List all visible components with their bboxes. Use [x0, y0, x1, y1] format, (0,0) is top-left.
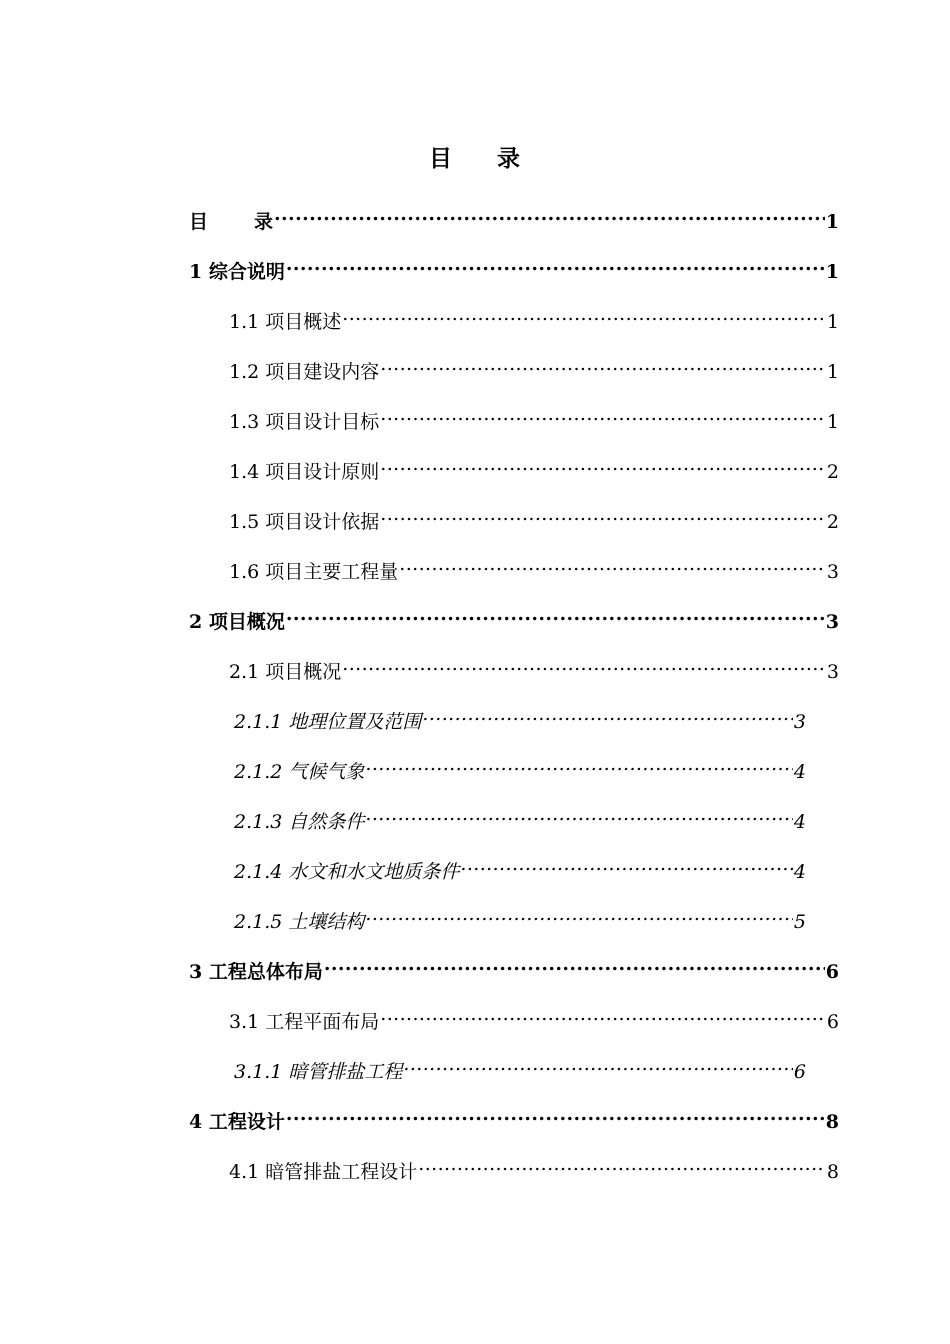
- toc-page-number: 3: [793, 711, 806, 733]
- toc-entry-label: 3.1.1 暗管排盐工程: [234, 1061, 403, 1083]
- toc-entry-1-5[interactable]: [229, 500, 839, 533]
- toc-entry-3-1[interactable]: [229, 1000, 839, 1033]
- toc-entry-4-1[interactable]: [229, 1150, 839, 1183]
- toc-leader-dots: [380, 350, 826, 378]
- toc-leader-dots: [380, 500, 826, 528]
- toc-leader-dots: [380, 450, 826, 478]
- toc-entry-label: 2.1.4 水文和水文地质条件: [234, 861, 460, 883]
- toc-entry-label: 1.3 项目设计目标: [229, 411, 380, 433]
- toc-page-number: 1: [826, 311, 839, 333]
- toc-leader-dots: [286, 600, 825, 628]
- toc-leader-dots: [274, 200, 825, 228]
- toc-entry-1[interactable]: [189, 250, 839, 283]
- toc-leader-dots: [342, 300, 826, 328]
- toc-entry-2-1-1[interactable]: [234, 700, 806, 733]
- toc-page-number: 4: [793, 861, 806, 883]
- toc-page-number: 1: [826, 361, 839, 383]
- toc-leader-dots: [286, 250, 825, 278]
- toc-entry-4[interactable]: [189, 1100, 839, 1133]
- page-title: [0, 140, 950, 173]
- toc-leader-dots: [365, 750, 792, 778]
- toc-page-number: 1: [825, 211, 839, 233]
- toc-entry-2-1-4[interactable]: [234, 850, 806, 883]
- toc-page-number: 1: [826, 411, 839, 433]
- toc-entry-label: 1 综合说明: [189, 261, 285, 283]
- toc-page-number: 2: [826, 461, 839, 483]
- toc-page-number: 3: [826, 661, 839, 683]
- toc-page-number: 6: [826, 1011, 839, 1033]
- toc-entry-label: 3 工程总体布局: [189, 961, 323, 983]
- toc-page-number: 6: [793, 1061, 806, 1083]
- toc-leader-dots: [422, 700, 792, 728]
- toc-entry-2-1-3[interactable]: [234, 800, 806, 833]
- toc-page-number: 6: [825, 961, 839, 983]
- toc-page-number: 5: [793, 911, 806, 933]
- toc-entry-2-1-2[interactable]: [234, 750, 806, 783]
- toc-page-number: 2: [826, 511, 839, 533]
- toc-page-number: 4: [793, 761, 806, 783]
- toc-entry-2-1-5[interactable]: [234, 900, 806, 933]
- toc-entry-label: 2.1.1 地理位置及范围: [234, 711, 422, 733]
- toc-entry-3[interactable]: [189, 950, 839, 983]
- toc-entry-label: 1.1 项目概述: [229, 311, 342, 333]
- toc-entry-1-4[interactable]: [229, 450, 839, 483]
- title-part-1: 目: [429, 145, 453, 172]
- toc-page-number: 3: [825, 611, 839, 633]
- toc-leader-dots: [403, 1050, 792, 1078]
- toc-leader-dots: [380, 1000, 826, 1028]
- toc-entry-label: 2.1.3 自然条件: [234, 811, 365, 833]
- toc-page-number: 8: [825, 1111, 839, 1133]
- toc-leader-dots: [286, 1100, 825, 1128]
- toc-leader-dots: [365, 900, 792, 928]
- toc-entry-label: 1.2 项目建设内容: [229, 361, 380, 383]
- toc-entry-1-6[interactable]: [229, 550, 839, 583]
- toc-leader-dots: [399, 550, 826, 578]
- toc-entry-label: 1.4 项目设计原则: [229, 461, 380, 483]
- toc-leader-dots: [365, 800, 792, 828]
- toc-leader-dots: [380, 400, 826, 428]
- toc-entry-3-1-1[interactable]: [234, 1050, 806, 1083]
- toc-entry-2-1[interactable]: [229, 650, 839, 683]
- toc-entry-label: 3.1 工程平面布局: [229, 1011, 380, 1033]
- toc-entry-contents[interactable]: [189, 200, 839, 233]
- toc-entry-label: 2.1.5 土壤结构: [234, 911, 365, 933]
- toc-entry-2[interactable]: [189, 600, 839, 633]
- toc-entry-1-2[interactable]: [229, 350, 839, 383]
- toc-page-number: 4: [793, 811, 806, 833]
- toc-leader-dots: [324, 950, 825, 978]
- toc-entry-1-1[interactable]: [229, 300, 839, 333]
- toc-entry-label: 2 项目概况: [189, 611, 285, 633]
- toc-entry-label: 4 工程设计: [189, 1111, 285, 1133]
- title-part-2: 录: [497, 145, 521, 172]
- toc-entry-label: 1.6 项目主要工程量: [229, 561, 399, 583]
- toc-entry-label: 1.5 项目设计依据: [229, 511, 380, 533]
- toc-entry-1-3[interactable]: [229, 400, 839, 433]
- toc-leader-dots: [342, 650, 826, 678]
- toc-page-number: 8: [826, 1161, 839, 1183]
- toc-entry-label: 2.1.2 气候气象: [234, 761, 365, 783]
- toc-entry-label: 目 录: [189, 211, 274, 233]
- toc-leader-dots: [460, 850, 792, 878]
- toc-entry-label: 4.1 暗管排盐工程设计: [229, 1161, 418, 1183]
- toc-page-number: 1: [825, 261, 839, 283]
- toc-entry-label: 2.1 项目概况: [229, 661, 342, 683]
- toc-leader-dots: [418, 1150, 826, 1178]
- toc-page-number: 3: [826, 561, 839, 583]
